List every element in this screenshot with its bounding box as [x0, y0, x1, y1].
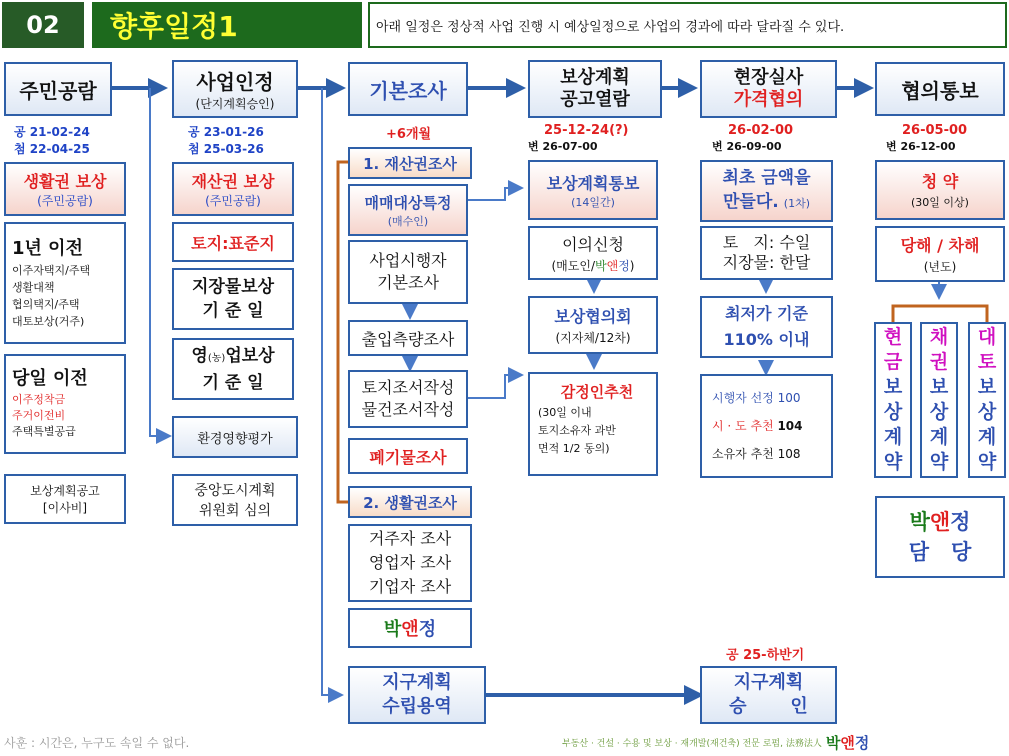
- header-note: 아래 일정은 정상적 사업 진행 시 예상일정으로 사업의 경과에 따라 달라질 수 있다.: [368, 2, 1007, 48]
- trade-target-box: 매매대상특정 (매수인): [348, 184, 468, 236]
- property-compensation-box: 재산권 보상 (주민공람): [172, 162, 294, 216]
- district-plan-box: 지구계획 수립용역: [348, 666, 486, 724]
- compensation-notice-box: 보상계획공고 [이사비]: [4, 474, 126, 524]
- property-survey-header: 1. 재산권조사: [348, 147, 472, 179]
- connector-s1-env: [150, 88, 168, 436]
- bracket-col6: [893, 306, 987, 322]
- stage5-dates: 26-02-00 변 26-09-00: [712, 123, 794, 153]
- compensation-plan-notice-box: 보상계획통보 (14일간): [528, 160, 658, 220]
- env-impact-box: 환경영향평가: [172, 416, 298, 458]
- year-box: 당해 / 차해 (년도): [875, 226, 1005, 282]
- land-standard-box: 토지:표준지: [172, 222, 294, 262]
- appraiser-recommendation-box: 감정인추천 (30일 이내 토지소유자 과반 면적 1/2 동의): [528, 372, 658, 476]
- stage-consultation-notice: 협의통보: [875, 62, 1005, 116]
- one-year-before-box: 1년 이전 이주자택지/주택 생활대책 협의택지/주택 대토보상(거주): [4, 222, 126, 344]
- operator-survey-box: 사업시행자 기본조사: [348, 240, 468, 304]
- residents-survey-box: 거주자 조사 영업자 조사 기업자 조사: [348, 524, 472, 602]
- district-approval-box: 지구계획 승 인: [700, 666, 837, 724]
- brand-in-charge-box: 박앤정 담 당: [875, 496, 1005, 578]
- appraiser-rate-box: 시행자 선정 100 시 · 도 추천 104 소유자 추천 108: [700, 374, 833, 478]
- compensation-council-box: 보상협의회 (지자체/12차): [528, 296, 658, 354]
- stage-compensation-notice: 보상계획 공고열람: [528, 60, 662, 118]
- offer-box: 청 약 (30일 이상): [875, 160, 1005, 220]
- footer-motto: 사훈 : 시간은, 누구도 속일 수 없다.: [4, 736, 190, 750]
- land-period-box: 토 지: 수일 지장물: 한달: [700, 226, 833, 280]
- brand-box-col3: 박앤정: [348, 608, 472, 648]
- stage4-dates: 25-12-24(?) 변 26-07-00: [528, 123, 629, 153]
- waste-survey-box: 폐기물조사: [348, 438, 468, 474]
- day-before-box: 당일 이전 이주정착금 주거이전비 주택특별공급: [4, 354, 126, 454]
- living-compensation-box: 생활권 보상 (주민공람): [4, 162, 126, 216]
- stage2-dates: 공 23-01-26 첨 25-03-26: [188, 125, 264, 156]
- footer-tagline: 부동산 · 건설 · 수용 및 보상 · 재개발(재건축) 전문 로펌, 法務法人 박 앤 정: [562, 734, 870, 752]
- stage-public-viewing: 주민공람: [4, 62, 112, 116]
- minimum-price-box: 최저가 기준 110% 이내: [700, 296, 833, 358]
- stage3-duration: +6개월: [386, 127, 432, 142]
- connector-col3-col4a: [468, 188, 520, 200]
- approval-date: 공 25-하반기: [726, 648, 805, 663]
- bracket-col3: [338, 162, 348, 502]
- stage-project-approval: 사업인정 (단지계획승인): [172, 60, 298, 118]
- connector-col3-col4b: [468, 375, 520, 398]
- objection-box: 이의신청 (매도인/박앤정): [528, 226, 658, 280]
- initial-amount-box: 최초 금액을 만들다. (1차): [700, 160, 833, 222]
- central-council-box: 중앙도시계획 위원회 심의: [172, 474, 298, 526]
- living-survey-header: 2. 생활권조사: [348, 486, 472, 518]
- fixture-basis-date-box: 지장물보상 기 준 일: [172, 268, 294, 330]
- measurement-survey-box: 출입측량조사: [348, 320, 468, 356]
- record-writing-box: 토지조서작성 물건조서작성: [348, 370, 468, 428]
- land-swap-contract-box: 대 토 보 상 계 약: [968, 322, 1006, 478]
- stage6-dates: 26-05-00 변 26-12-00: [886, 123, 968, 153]
- stage-basic-survey: 기본조사: [348, 62, 468, 116]
- section-number: 02: [2, 2, 84, 48]
- cash-contract-box: 현 금 보 상 계 약: [874, 322, 912, 478]
- bond-contract-box: 채 권 보 상 계 약: [920, 322, 958, 478]
- stage-field-inspection: 현장실사 가격협의: [700, 60, 837, 118]
- business-basis-date-box: 영(농)업보상 기 준 일: [172, 338, 294, 400]
- stage1-dates: 공 21-02-24 첨 22-04-25: [14, 125, 90, 156]
- page-title: 향후일정1: [92, 2, 362, 48]
